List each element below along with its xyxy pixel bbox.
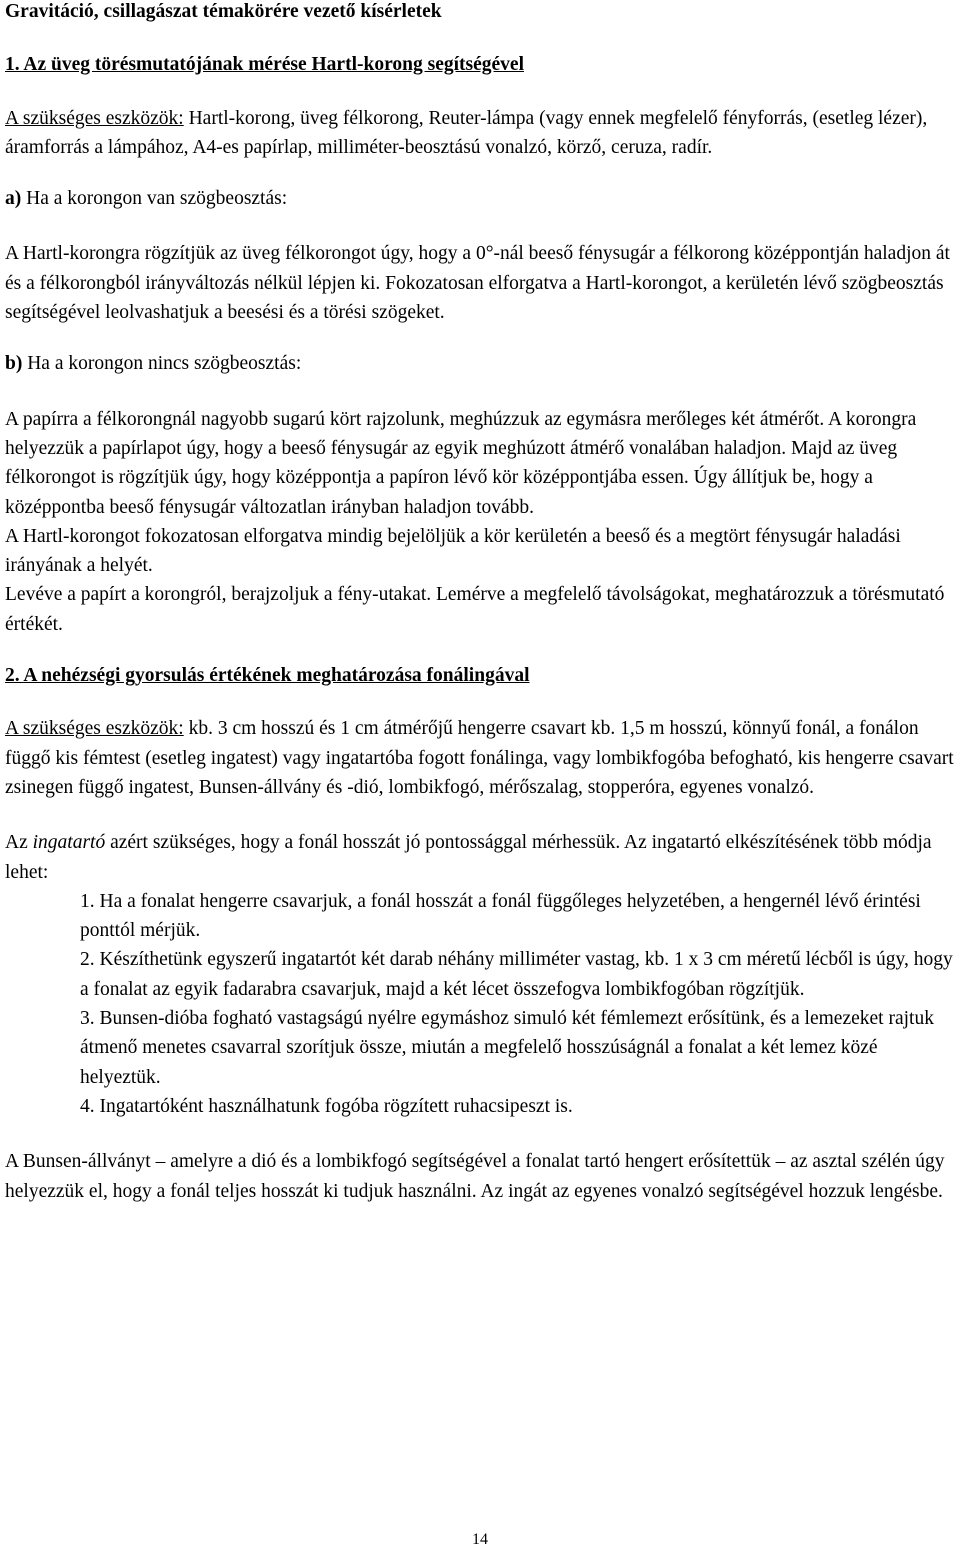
subsection-b-label: b): [5, 353, 23, 375]
holder-methods-list: [5, 887, 955, 1121]
document-page: [5, 0, 955, 1206]
subsection-b-paragraph-1: A papírra a félkorongnál nagyobb sugarú kört rajzolunk, meghúzzuk az egymásra merőleges két átmérőt. A korongra helyezzük a papírlapot úgy, hogy a beeső fénysugár az egyik meghúzott átmérő vonalában haladjon. Majd az üveg félkorongot is rögzítjük úgy, hogy középpontja a papíron lévő kör középpontjába essen. Úgy állítjuk be, hogy a középpontba beeső fénysugár változatlan irányban haladjon tovább.: [5, 408, 917, 518]
subsection-b-paragraph-3: Levéve a papírt a korongról, berajzoljuk a fény-utakat. Lemérve a megfelelő távolságokat, meghatározzuk a törésmutató értékét.: [5, 584, 945, 635]
tools-text: Hartl-korong, üveg félkorong, Reuter-lámpa (vagy ennek megfelelő fényforrás, (esetleg lézer), áramforrás a lámpához, A4-es papírlap, milliméter-beosztású vonalzó, körző, ceruza, radír.: [5, 107, 928, 158]
tools-label: A szükséges eszközök:: [5, 718, 184, 740]
section-1-heading: 1. Az üveg törésmutatójának mérése Hartl-korong segítségével: [5, 54, 524, 76]
closing-paragraph: A Bunsen-állványt – amelyre a dió és a lombikfogó segítségével a fonalat tartó hengert erősítettük – az asztal szélén úgy helyezzük el, hogy a fonál teljes hosszát ki tudjuk használni. Az ingát az egyenes vonalzó segítségével hozzuk lengésbe.: [5, 1151, 945, 1202]
pendulum-holder-intro: [5, 828, 955, 887]
list-item: 4. Ingatartóként használhatunk fogóba rögzített ruhacsipeszt is.: [80, 1095, 573, 1117]
tools-text: kb. 3 cm hosszú és 1 cm átmérőjű hengerre csavart kb. 1,5 m hosszú, könnyű fonál, a fonálon függő kis fémtest (esetleg ingatest) vagy ingatartóba fogott fonálinga, vagy lombikfogóba befogható, kis hengerre csavart zsinegen függő ingatest, Bunsen-állvány és -dió, lombikfogó, mérőszalag, stopperóra, egyenes vonalzó.: [5, 718, 954, 798]
intro-text-end: azért szükséges, hogy a fonál hosszát jó pontossággal mérhessük. Az ingatartó elkészítésének több módja lehet:: [5, 832, 932, 883]
list-item: 2. Készíthetünk egyszerű ingatartót két darab néhány milliméter vastag, kb. 1 x 3 cm méretű lécből is úgy, hogy a fonalat az egyik fadarabra csavarjuk, majd a két lécet összefogva lombikfogóban rögzítjük.: [80, 949, 953, 1000]
subsection-a-heading: [5, 184, 955, 213]
page-number: 14: [472, 1531, 488, 1548]
tools-label: A szükséges eszközök:: [5, 107, 184, 129]
subsection-a-title: Ha a korongon van szögbeosztás:: [21, 188, 288, 210]
section-2-tools-paragraph: [5, 714, 955, 802]
intro-italic-term: ingatartó: [32, 832, 106, 854]
document-title: Gravitáció, csillagászat témakörére vezető kísérletek: [5, 1, 442, 22]
list-item: 1. Ha a fonalat hengerre csavarjuk, a fonál hosszát a fonál függőleges helyzetében, a hengernél lévő érintési ponttól mérjük.: [80, 890, 921, 942]
subsection-a-label: a): [5, 188, 22, 210]
section-1-tools-paragraph: [5, 104, 955, 163]
list-item: 3. Bunsen-dióba fogható vastagságú nyélre egymáshoz simuló két fémlemezt erősítünk, és a lemezeket rajtuk átmenő menetes csavarral szorítjuk össze, miután a megfelelő hosszúságnál a fonalat a két lemez közé helyeztük.: [80, 1008, 934, 1088]
subsection-b-heading: [5, 349, 955, 378]
subsection-b-paragraph-2: A Hartl-korongot fokozatosan elforgatva mindig bejelöljük a kör kerületén a beeső és a megtört fénysugár haladási irányának a helyét.: [5, 525, 901, 577]
intro-text-start: Az: [5, 832, 33, 854]
subsection-a-paragraph: A Hartl-korongra rögzítjük az üveg félkorongot úgy, hogy a 0°-nál beeső fénysugár a félkorong középpontján haladjon át és a félkorongból irányváltozás nélkül lépjen ki. Fokozatosan elforgatva a Hartl-korongot, a kerületén lévő szögbeosztás segítségével leolvashatjuk a beesési és a törési szögeket.: [5, 243, 950, 324]
subsection-b-title: Ha a korongon nincs szögbeosztás:: [22, 353, 302, 375]
section-2-heading: 2. A nehézségi gyorsulás értékének meghatározása fonálingával: [5, 665, 530, 687]
